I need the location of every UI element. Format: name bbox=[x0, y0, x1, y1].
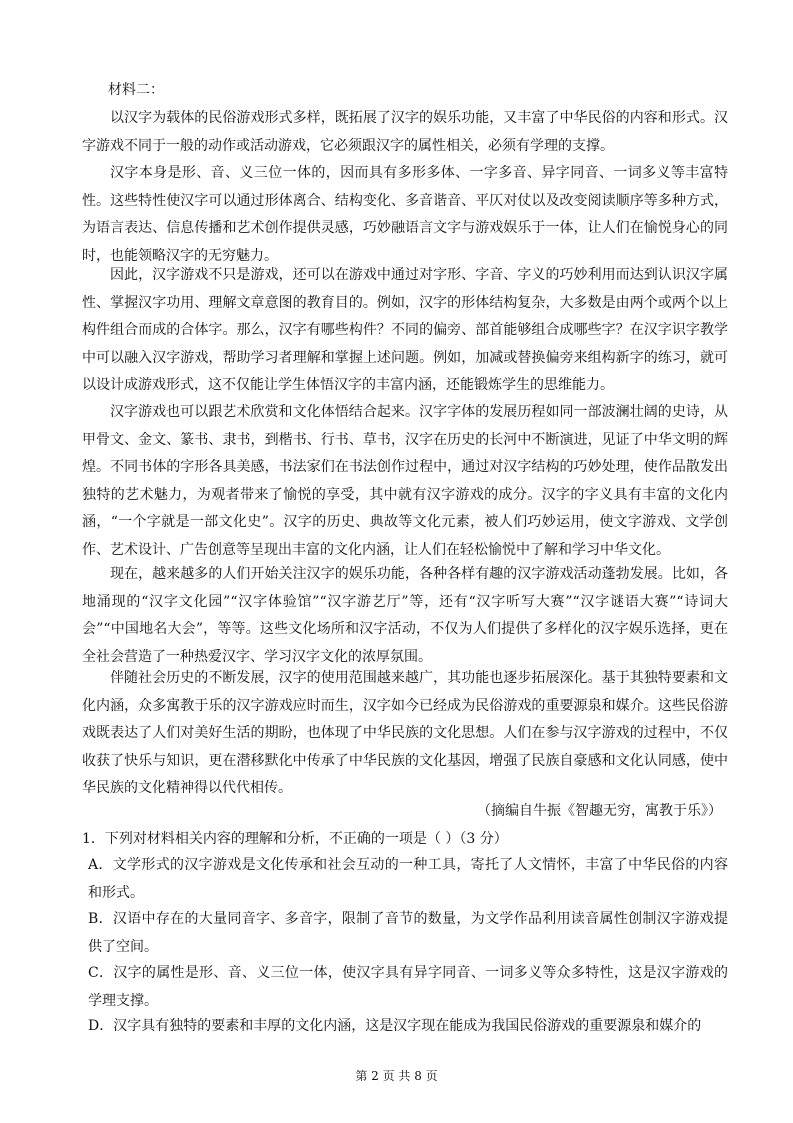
paragraph-2: 汉字本身是形、音、义三位一体的，因而具有多形多体、一字多音、异字同音、一词多义等丰富特性。这些特性使汉字可以通过形体离合、结构变化、多音谐音、平仄对仗以及改变阅读顺序等多种方式，为语言表达、信息传播和艺术创作提供灵感，巧妙融语言文字与游戏娱乐于一体，让人们在愉悦身心的同时，也能领略汉字的无穷魅力。 bbox=[82, 165, 728, 264]
paragraph-5: 现在，越来越多的人们开始关注汉字的娱乐功能，各种各样有趣的汉字游戏活动蓬勃发展。比如，各地涌现的“汉字文化园”“汉字体验馆”“汉字游艺厅”等，还有“汉字听写大赛”“汉字谜语大赛”“诗词大会”“中国地名大会”，等等。这些文化场所和汉字活动，不仅为人们提供了多样化的汉字娱乐选择，更在全社会营造了一种热爱汉字、学习汉字文化的浓厚氛围。 bbox=[82, 566, 728, 665]
page-number: 第 2 页 共 8 页 bbox=[355, 1069, 438, 1083]
option-a: A．文学形式的汉字游戏是文化传承和社会互动的一种工具，寄托了人文情怀，丰富了中华民俗的内容和形式。 bbox=[88, 857, 728, 901]
option-b: B．汉语中存在的大量同音字、多音字，限制了音节的数量，为文学作品利用读音属性创制汉字游戏提供了空间。 bbox=[88, 911, 728, 955]
source-citation: （摘编自牛振《智趣无穷，寓教于乐》） bbox=[477, 803, 722, 819]
paragraph-1: 以汉字为载体的民俗游戏形式多样，既拓展了汉字的娱乐功能，又丰富了中华民俗的内容和形式。汉字游戏不同于一般的动作或活动游戏，它必须跟汉字的属性相关，必须有学理的支撑。 bbox=[82, 110, 728, 154]
option-d: D．汉字具有独特的要素和丰厚的文化内涵，这是汉字现在能成为我国民俗游戏的重要源泉和媒介的 bbox=[88, 1018, 702, 1034]
option-c: C．汉字的属性是形、音、义三位一体，使汉字具有异字同音、一词多义等众多特性，这是汉字游戏的学理支撑。 bbox=[88, 965, 728, 1009]
paragraph-6: 伴随社会历史的不断发展，汉字的使用范围越来越广，其功能也逐步拓展深化。基于其独特要素和文化内涵，众多寓教于乐的汉字游戏应时而生，汉字如今已经成为民俗游戏的重要源泉和媒介。这些民俗游戏既表达了人们对美好生活的期盼，也体现了中华民族的文化思想。人们在参与汉字游戏的过程中，不仅收获了快乐与知识，更在潜移默化中传承了中华民族的文化基因，增强了民族自豪感和文化认同感，使中华民族的文化精神得以代代相传。 bbox=[82, 670, 728, 796]
material-heading: 材料二： bbox=[108, 82, 164, 98]
question-stem: 1．下列对材料相关内容的理解和分析，不正确的一项是（ ）（3 分） bbox=[82, 831, 508, 847]
paragraph-3: 因此，汉字游戏不只是游戏，还可以在游戏中通过对字形、字音、字义的巧妙利用而达到认识汉字属性、掌握汉字功用、理解文章意图的教育目的。例如，汉字的形体结构复杂，大多数是由两个或两个以上构件组合而成的合体字。那么，汉字有哪些构件？不同的偏旁、部首能够组合成哪些字？在汉字识字教学中可以融入汉字游戏，帮助学习者理解和掌握上述问题。例如，加减或替换偏旁来组构新字的练习，就可以设计成游戏形式，这不仅能让学生体悟汉字的丰富内涵，还能锻炼学生的思维能力。 bbox=[82, 267, 728, 393]
paragraph-4: 汉字游戏也可以跟艺术欣赏和文化体悟结合起来。汉字字体的发展历程如同一部波澜壮阔的史诗，从甲骨文、金文、篆书、隶书，到楷书、行书、草书，汉字在历史的长河中不断演进，见证了中华文明的辉煌。不同书体的字形各具美感，书法家们在书法创作过程中，通过对汉字结构的巧妙处理，使作品散发出独特的艺术魅力，为观者带来了愉悦的享受，其中就有汉字游戏的成分。汉字的字义具有丰富的文化内涵，“一个字就是一部文化史”。汉字的历史、典故等文化元素，被人们巧妙运用，使文字游戏、文学创作、艺术设计、广告创意等呈现出丰富的文化内涵，让人们在轻松愉悦中了解和学习中华文化。 bbox=[82, 404, 728, 558]
